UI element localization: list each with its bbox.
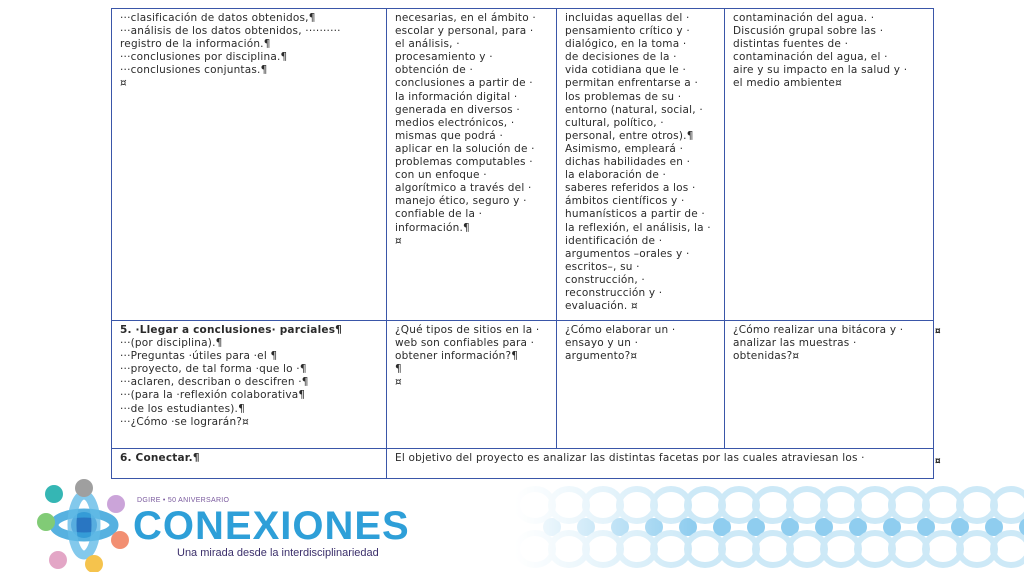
- list-item: ···conclusiones por disciplina.¶: [120, 51, 288, 64]
- list-item: ···(para la ·reflexión colaborativa¶: [120, 389, 306, 402]
- section-heading: 6. Conectar.¶: [120, 452, 200, 464]
- list-item: ···clasificación de datos obtenidos,¶: [120, 12, 316, 24]
- table-cell[interactable]: [725, 9, 934, 321]
- table-row: [112, 9, 934, 321]
- cell-end-mark: ¤: [395, 234, 402, 247]
- list-item: ···(por disciplina).¶: [120, 337, 223, 350]
- list-item: ···Preguntas ·útiles para ·el ¶: [120, 350, 278, 363]
- table-cell[interactable]: [557, 321, 725, 449]
- table-cell[interactable]: [725, 321, 934, 449]
- cell-text: contaminación del agua. · Discusión grupal sobre las · distintas fuentes de · contaminación del agua, el · aire y su impacto en la salud y · el medio ambiente¤: [733, 12, 908, 90]
- conexiones-logo-icon: [36, 478, 132, 572]
- cell-text: El objetivo del proyecto es analizar las distintas facetas por las cuales atraviesan los ·: [395, 452, 865, 464]
- list-item: ···aclaren, describan o descifren ·¶: [120, 376, 309, 389]
- brand-title: CONEXIONES: [133, 504, 410, 548]
- cell-text: incluidas aquellas del · pensamiento crítico y · dialógico, en la toma · de decisiones de la · vida cotidiana que le · permitan enfrentarse a · los problemas de su · entorno (natural, social, · cultural, político, · personal, entre otros).¶ Asimismo, empleará · dichas habilidades en · la elaboración de · saberes referidos a los · ámbitos científicos y · humanísticos a partir de · la reflexión, el análisis, la · identificación de · argumentos –orales y · escritos–, su · construcción, · reconstrucción y · evaluación. ¤: [565, 12, 711, 313]
- table-cell[interactable]: [112, 9, 387, 321]
- cell-end-mark: ¤: [120, 77, 127, 90]
- list-item: registro de la información.¶: [120, 38, 271, 51]
- brand-anniversary: DGIRE • 50 ANIVERSARIO: [137, 497, 230, 504]
- cell-text: ¿Qué tipos de sitios en la · web son confiables para · obtener información?¶ ¶ ¤: [395, 324, 540, 389]
- list-item: ···de los estudiantes).¶: [120, 402, 245, 415]
- list-item: ···¿Cómo ·se lograrán?¤: [120, 415, 249, 428]
- table-cell[interactable]: [387, 449, 934, 479]
- table-cell[interactable]: [112, 449, 387, 479]
- table-row: [112, 321, 934, 449]
- cell-text: necesarias, en el ámbito · escolar y personal, para · el análisis, · procesamiento y · obtención de · conclusiones a partir de · la información digital · generada en diversos · medios electrónicos, · mismas que podrá · aplicar en la solución de · problemas computables · con un enfoque · algorítmico a través del · manejo ético, seguro y · confiable de la · información.¶: [395, 12, 536, 234]
- row-end-mark: ¤: [935, 456, 941, 467]
- brand-subtitle: Una mirada desde la interdisciplinariedad: [177, 547, 379, 559]
- cell-text: ¿Cómo elaborar un · ensayo y un · argumento?¤: [565, 324, 676, 363]
- list-item: ···conclusiones conjuntas.¶: [120, 64, 268, 77]
- table-cell[interactable]: [557, 9, 725, 321]
- section-heading: 5. ·Llegar a conclusiones· parciales¶: [120, 324, 343, 336]
- table-cell[interactable]: [387, 321, 557, 449]
- curriculum-table: [111, 8, 934, 479]
- list-item: ···análisis de los datos obtenidos, ··········: [120, 25, 341, 38]
- table-cell[interactable]: [387, 9, 557, 321]
- decorative-pattern: [515, 485, 1024, 571]
- row-end-mark: ¤: [935, 326, 941, 337]
- table-cell[interactable]: [112, 321, 387, 449]
- cell-text: ¿Cómo realizar una bitácora y · analizar las muestras · obtenidas?¤: [733, 324, 904, 363]
- list-item: ···proyecto, de tal forma ·que lo ·¶: [120, 363, 307, 376]
- table-row: [112, 449, 934, 479]
